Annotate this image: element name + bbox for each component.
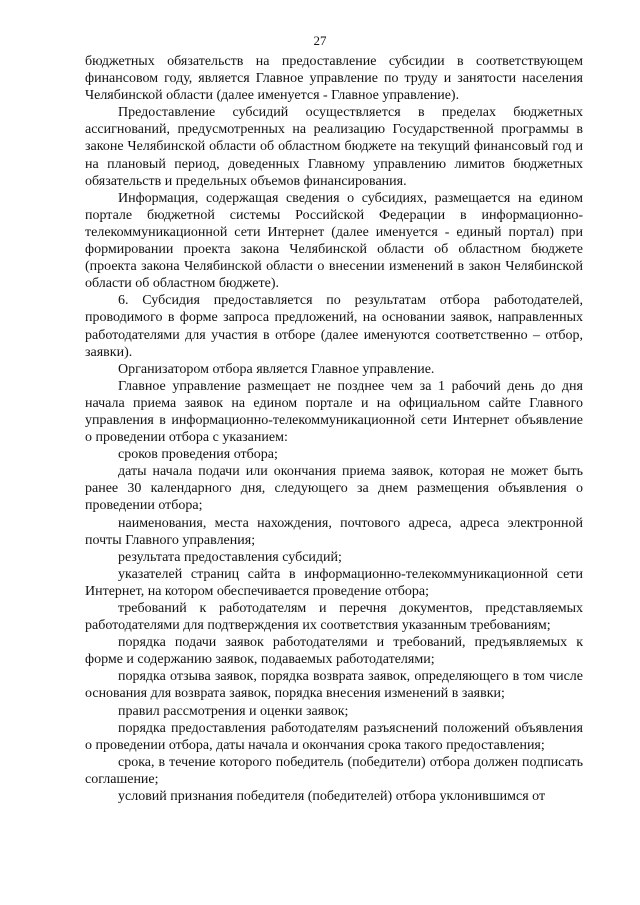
paragraph: порядка предоставления работодателям разъяснений положений объявления о проведении отбора, даты начала и окончания срока такого предоставления;	[85, 720, 583, 753]
paragraph: Организатором отбора является Главное управление.	[118, 361, 435, 377]
paragraph: бюджетных обязательств на предоставление субсидии в соответствующем финансовом году, является Главное управление по труду и занятости населения Челябинской области (далее именуется - Главное управление).	[85, 54, 583, 104]
paragraph: правил рассмотрения и оценки заявок;	[118, 703, 349, 719]
paragraph: наименования, места нахождения, почтового адреса, адреса электронной почты Главного управления;	[85, 515, 583, 548]
paragraph: порядка отзыва заявок, порядка возврата заявок, определяющего в том числе основания для возврата заявок, порядка внесения изменений в заявки;	[85, 669, 583, 702]
paragraph: порядка подачи заявок работодателями и требований, предъявляемых к форме и содержанию заявок, подаваемых работодателями;	[85, 635, 583, 668]
paragraph: результата предоставления субсидий;	[118, 549, 342, 565]
paragraph: Предоставление субсидий осуществляется в пределах бюджетных ассигнований, предусмотренных на реализацию Государственной программы в законе Челябинской области об областном бюджете на текущий финансовый год и на плановый период, доведенных Главному управлению лимитов бюджетных обязательств и предельных объемов финансирования.	[85, 105, 583, 189]
paragraph: условий признания победителя (победителей) отбора уклонившимся от	[118, 789, 546, 805]
paragraph: указателей страниц сайта в информационно-телекоммуникационной сети Интернет, на котором обеспечивается проведение отбора;	[85, 566, 583, 599]
paragraph: сроков проведения отбора;	[118, 447, 278, 463]
paragraph: 6. Субсидия предоставляется по результатам отбора работодателей, проводимого в форме запроса предложений, на основании заявок, направленных работодателями для участия в отборе (далее именуются соответственно – отбор, заявки).	[85, 293, 583, 360]
body-text	[85, 53, 583, 805]
paragraph: Информация, содержащая сведения о субсидиях, размещается на едином портале бюджетной системы Российской Федерации в информационно-телекоммуникационной сети Интернет (далее именуется - единый портал) при формировании проекта закона Челябинской области об областном бюджете (проекта закона Челябинской области о внесении изменений в закон Челябинской области об областном бюджете).	[85, 190, 583, 292]
paragraph: Главное управление размещает не позднее чем за 1 рабочий день до дня начала приема заявок на едином портале и на официальном сайте Главного управления в информационно-телекоммуникационной сети Интернет объявление о проведении отбора с указанием:	[85, 378, 583, 446]
paragraph: срока, в течение которого победитель (победители) отбора должен подписать соглашение;	[85, 754, 583, 787]
paragraph: даты начала подачи или окончания приема заявок, которая не может быть ранее 30 календарного дня, следующего за днем размещения объявления о проведении отбора;	[85, 464, 583, 514]
paragraph: требований к работодателям и перечня документов, представляемых работодателями для подтверждения их соответствия указанным требованиям;	[85, 601, 583, 634]
page-number: 27	[313, 33, 327, 48]
